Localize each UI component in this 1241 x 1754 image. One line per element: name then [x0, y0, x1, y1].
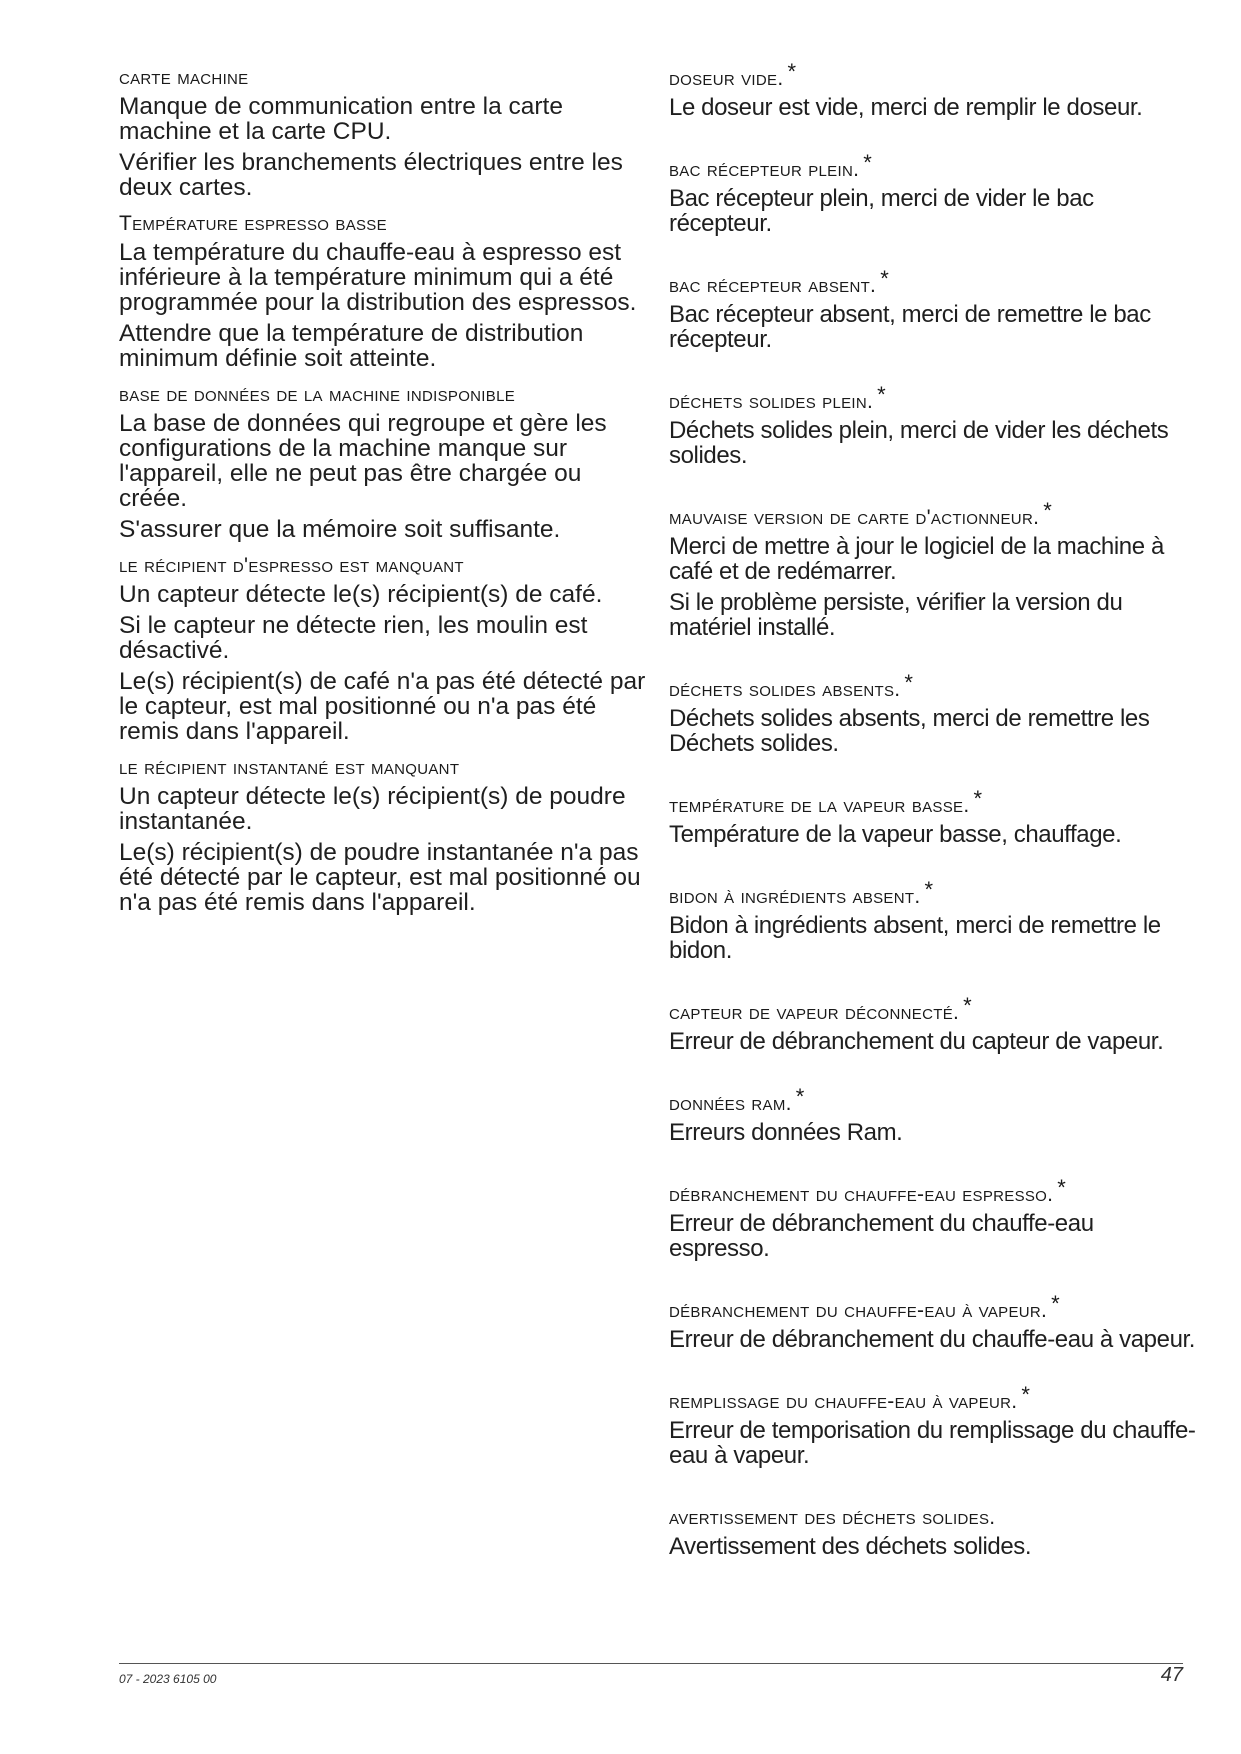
section-heading: [669, 1291, 1199, 1323]
section-avertissement-dechets-solides: [669, 1505, 1199, 1559]
asterisk-marker: *: [1051, 1291, 1061, 1316]
section-paragraph: Déchets solides plein, merci de vider les déchets solides.: [669, 417, 1169, 469]
left-column: [119, 66, 649, 927]
asterisk-marker: *: [863, 150, 873, 175]
heading-text: température de la vapeur basse.: [669, 794, 970, 817]
section-mauvaise-version-carte: [669, 498, 1199, 641]
section-capteur-vapeur-deconnecte: [669, 993, 1199, 1055]
section-paragraph: La base de données qui regroupe et gère les configurations de la machine manque sur l'appareil, elle ne peut pas être chargée ou créée.: [119, 410, 607, 512]
section-bidon-ingredients-absent: [669, 877, 1199, 964]
footer-document-code: 07 - 2023 6105 00: [119, 1672, 217, 1686]
heading-text: mauvaise version de carte d'actionneur.: [669, 506, 1040, 529]
heading-text: débranchement du chauffe-eau à vapeur.: [669, 1299, 1048, 1322]
asterisk-marker: *: [795, 1084, 805, 1109]
section-carte-machine: [119, 66, 649, 200]
section-paragraph: Erreur de débranchement du chauffe-eau espresso.: [669, 1210, 1094, 1262]
section-heading: base de données de la machine indisponible: [119, 383, 516, 406]
section-heading: [669, 1505, 1199, 1530]
section-paragraph: Si le problème persiste, vérifier la version du matériel installé.: [669, 589, 1123, 641]
asterisk-marker: *: [963, 993, 973, 1018]
heading-text: bac récepteur plein.: [669, 158, 860, 181]
section-paragraph: Un capteur détecte le(s) récipient(s) de café.: [119, 581, 603, 608]
section-heading: [669, 877, 1199, 909]
page-number: 47: [1160, 1664, 1183, 1686]
section-paragraph: Bac récepteur absent, merci de remettre le bac récepteur.: [669, 301, 1151, 353]
asterisk-marker: *: [880, 266, 890, 291]
section-paragraph: Si le capteur ne détecte rien, les moulin est désactivé.: [119, 612, 588, 664]
heading-text: bac récepteur absent.: [669, 274, 877, 297]
section-paragraph: Température de la vapeur basse, chauffage.: [669, 821, 1122, 848]
section-paragraph: Erreur de débranchement du capteur de vapeur.: [669, 1028, 1164, 1055]
asterisk-marker: *: [877, 382, 887, 407]
section-paragraph: Bidon à ingrédients absent, merci de remettre le bidon.: [669, 912, 1161, 964]
footer-divider: [119, 1663, 1183, 1664]
right-column: [669, 59, 1199, 1596]
heading-text: avertissement des déchets solides.: [669, 1506, 996, 1529]
heading-text: déchets solides plein.: [669, 390, 874, 413]
section-heading: [669, 786, 1199, 818]
section-debranchement-chauffe-eau-espresso: [669, 1175, 1199, 1262]
section-paragraph: Erreur de temporisation du remplissage du chauffe-eau à vapeur.: [669, 1417, 1196, 1469]
section-doseur-vide: [669, 59, 1199, 121]
section-bac-recepteur-plein: [669, 150, 1199, 237]
section-paragraph: Le(s) récipient(s) de café n'a pas été détecté par le capteur, est mal positionné ou n'a pas été remis dans l'appareil.: [119, 668, 646, 745]
section-recipient-instantane: [119, 756, 649, 915]
section-dechets-solides-absents: [669, 670, 1199, 757]
asterisk-marker: *: [924, 877, 934, 902]
section-donnees-ram: [669, 1084, 1199, 1146]
section-paragraph: Un capteur détecte le(s) récipient(s) de poudre instantanée.: [119, 783, 626, 835]
section-heading: le récipient instantané est manquant: [119, 756, 460, 779]
section-paragraph: Erreurs données Ram.: [669, 1119, 903, 1146]
section-heading: [669, 498, 1199, 530]
section-base-de-donnees: [119, 383, 649, 542]
section-heading: [669, 1175, 1199, 1207]
section-paragraph: Vérifier les branchements électriques entre les deux cartes.: [119, 149, 623, 201]
asterisk-marker: *: [1057, 1175, 1067, 1200]
section-heading: [669, 266, 1199, 298]
asterisk-marker: *: [787, 59, 797, 84]
section-heading: [669, 670, 1199, 702]
section-paragraph: Merci de mettre à jour le logiciel de la machine à café et de redémarrer.: [669, 533, 1164, 585]
section-recipient-espresso: [119, 554, 649, 744]
heading-text: doseur vide.: [669, 67, 784, 90]
section-paragraph: Déchets solides absents, merci de remettre les Déchets solides.: [669, 705, 1150, 757]
asterisk-marker: *: [973, 786, 983, 811]
section-paragraph: Avertissement des déchets solides.: [669, 1533, 1032, 1560]
section-paragraph: Erreur de débranchement du chauffe-eau à vapeur.: [669, 1326, 1196, 1353]
heading-text: remplissage du chauffe-eau à vapeur.: [669, 1390, 1018, 1413]
section-bac-recepteur-absent: [669, 266, 1199, 353]
heading-text: débranchement du chauffe-eau espresso.: [669, 1183, 1054, 1206]
asterisk-marker: *: [904, 670, 914, 695]
section-paragraph: Attendre que la température de distribution minimum définie soit atteinte.: [119, 320, 584, 372]
section-heading: [669, 993, 1199, 1025]
section-paragraph: S'assurer que la mémoire soit suffisante.: [119, 516, 561, 543]
section-heading: [669, 1382, 1199, 1414]
section-paragraph: Manque de communication entre la carte machine et la carte CPU.: [119, 93, 563, 145]
heading-text: bidon à ingrédients absent.: [669, 885, 921, 908]
section-temperature-vapeur-basse: [669, 786, 1199, 848]
section-heading: [669, 150, 1199, 182]
section-heading: Température espresso basse: [119, 212, 387, 235]
asterisk-marker: *: [1043, 498, 1053, 523]
section-heading: [669, 59, 1199, 91]
section-debranchement-chauffe-eau-vapeur: [669, 1291, 1199, 1353]
section-dechets-solides-plein: [669, 382, 1199, 469]
section-heading: [669, 1084, 1199, 1116]
section-paragraph: Bac récepteur plein, merci de vider le bac récepteur.: [669, 185, 1094, 237]
section-paragraph: Le(s) récipient(s) de poudre instantanée n'a pas été détecté par le capteur, est mal positionné ou n'a pas été remis dans l'appareil.: [119, 839, 641, 916]
section-remplissage-chauffe-eau-vapeur: [669, 1382, 1199, 1469]
section-temperature-espresso-basse: [119, 212, 649, 371]
section-paragraph: La température du chauffe-eau à espresso est inférieure à la température minimum qui a été programmée pour la distribution des espressos.: [119, 239, 637, 316]
heading-text: déchets solides absents.: [669, 678, 901, 701]
section-paragraph: Le doseur est vide, merci de remplir le doseur.: [669, 94, 1143, 121]
section-heading: [669, 382, 1199, 414]
section-heading: carte machine: [119, 66, 249, 89]
section-heading: le récipient d'espresso est manquant: [119, 554, 464, 577]
asterisk-marker: *: [1021, 1382, 1031, 1407]
heading-text: capteur de vapeur déconnecté.: [669, 1001, 960, 1024]
heading-text: données ram.: [669, 1092, 792, 1115]
